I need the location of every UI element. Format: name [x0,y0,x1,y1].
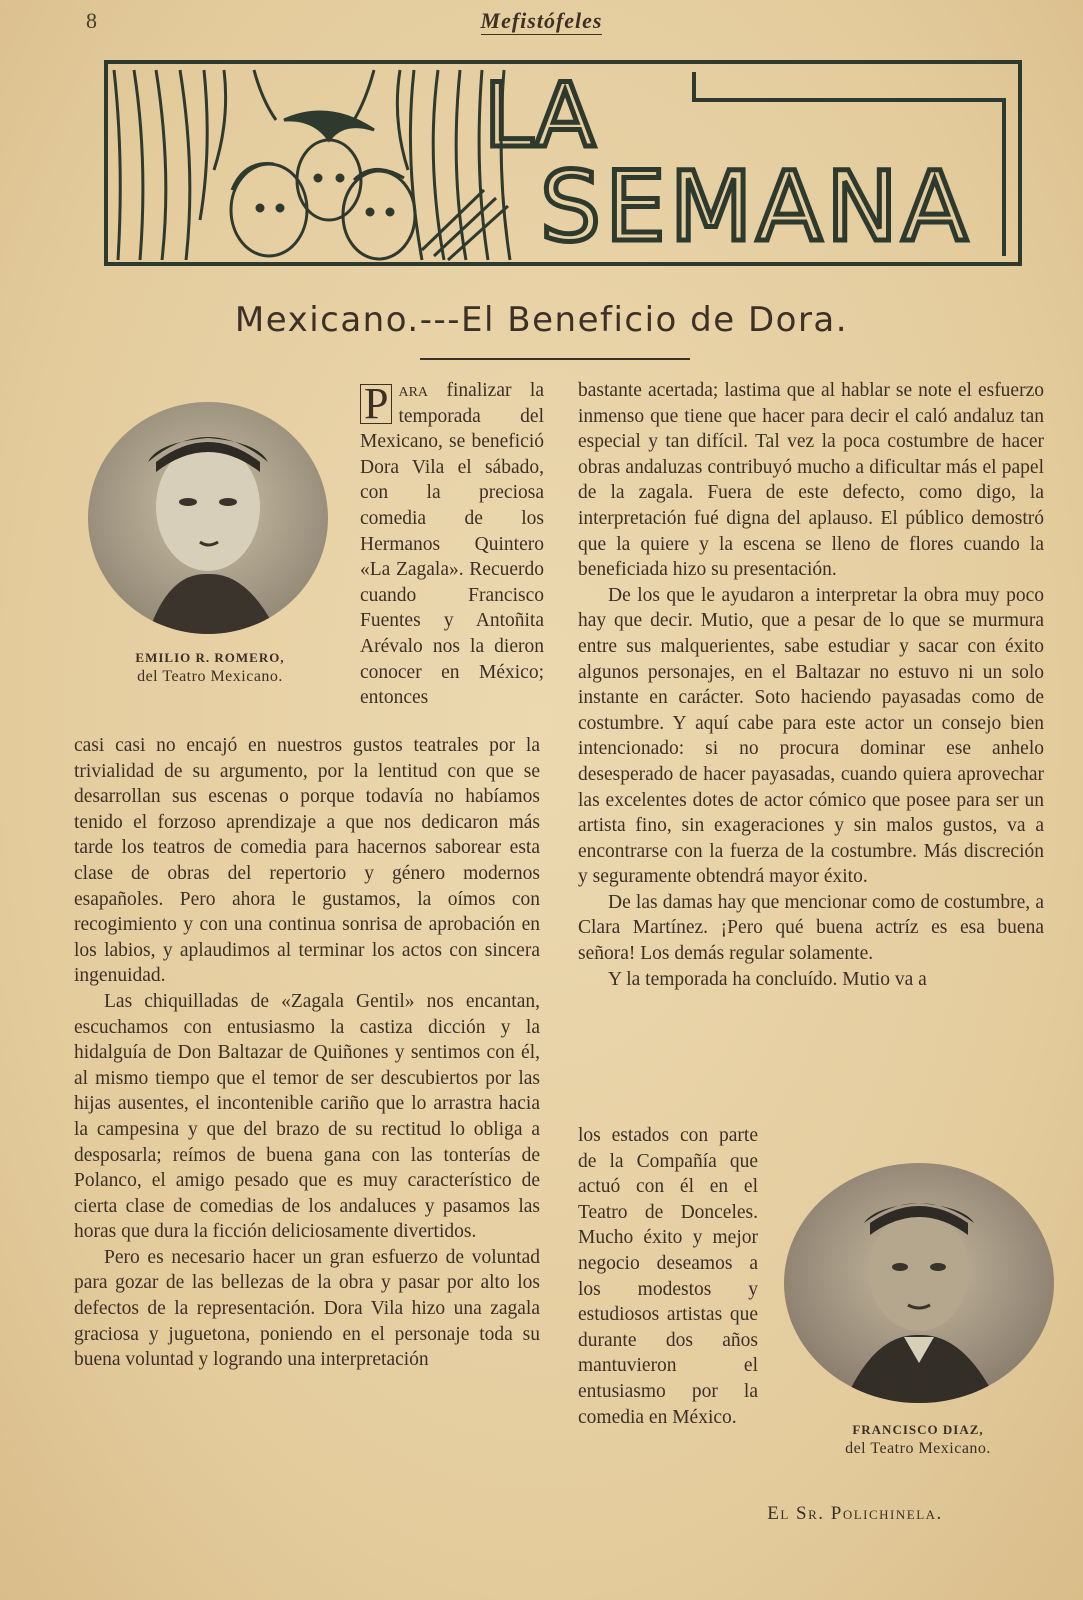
banner-title-top: LA [484,64,596,167]
publication-name: Mefistófeles [480,8,603,33]
portrait-caption [80,648,340,686]
article-left-column [74,733,540,1373]
caption-role: del Teatro Mexicano. [845,1440,991,1457]
title-divider [420,358,690,360]
caption-role: del Teatro Mexicano. [137,668,283,685]
portrait-photo [88,402,328,634]
portrait-francisco-diaz [784,1163,1054,1403]
publication-title [0,8,1083,34]
intro-smallcaps: ara [398,380,429,401]
drop-cap: P [360,384,392,424]
paragraph: casi casi no encajó en nuestros gustos teatrales por la trivialidad de su argumento, por la lentitud con que se desarrollan sus escenas o porque todavía no habíamos tenido el forzoso aprendizaje a que nos dedicaron más tarde los teatros de comedia para hacernos saborear esta clase de obras del repertorio y género modernos esapañoles. Pero ahora le gustamos, la oímos con recogimiento y con una continua sonrisa de aprobación en los labios, y aplaudimos al terminar los actos con sincera ingenuidad. [74,735,540,987]
paragraph: Las chiquilladas de «Zagala Gentil» nos encantan, escuchamos con entusiasmo la castiza dicción y la hidalguía de Don Baltazar de Quiñones y sentimos con él, al mismo tiempo que el temor de ser descubiertos por las hijas ausentes, el incontenible cariño que lo arrastra hacia la campesina y que del brazo de su rectitud lo obliga a desposarla; reímos de buena gana con las tonterías de Polanco, el amigo pesado que es muy característico de cierta clase de comedias de los andaluces y pasamos las horas que dura la ficción deliciosamente divertidos. [74,990,540,1243]
section-banner [104,60,1022,266]
portrait-emilio-romero [88,402,328,634]
article-right-column [578,378,1044,992]
caption-name: EMILIO R. ROMERO, [135,650,285,665]
article-closing-column [578,1123,758,1430]
paragraph: Y la temporada ha concluído. Mutio va a [608,968,927,990]
paragraph: los estados con parte de la Compañía que actuó con él en el Teatro de Donceles. Mucho éxito y mejor negocio deseamos a los modestos y estudiosos artistas que durante dos años mantuvieron el entusiasmo por la comedia en México. [578,1125,758,1428]
caption-name: FRANCISCO DIAZ, [852,1422,984,1437]
portrait-photo [784,1163,1054,1403]
article-intro-column [360,378,544,711]
article-signature: El Sr. Polichinela. [767,1503,943,1524]
paragraph: De las damas hay que mencionar como de costumbre, a Clara Martínez. ¡Pero qué buena actríz es esa buena señora! Los demás regular solamente. [578,891,1044,965]
curtain-illustration [114,70,510,260]
banner-illustration [104,60,1022,266]
banner-title-bottom: SEMANA [540,151,972,263]
portrait-caption [778,1420,1058,1458]
article-title: Mexicano.---El Beneficio de Dora. [234,300,849,340]
intro-text: finalizar la temporada del Mexicano, se benefició Dora Vila el sábado, con la preciosa comedia de los Hermanos Quintero «La Zagala». Recuerdo cuando Francisco Fuentes y Antoñita Arévalo nos la dieron conocer en México; entonces [360,380,544,709]
paragraph: De los que le ayudaron a interpretar la obra muy poco hay que decir. Mutio, que a pesar de lo que se murmura entre sus malquerientes, sabe estudiar y sacar con éxito algunos personajes, en el Baltazar no estuvo ni un solo instante en carácter. Soto haciendo payasadas como de costumbre. Y aquí cabe para este actor un consejo bien intencionado: si no procura dominar ese anhelo desesperado de hacer payasadas, cuando quiera aprovechar las excelentes dotes de actor cómico que posee para ser un artista fino, sin exageraciones y sin malos gustos, va a encontrarse con la fuerza de la costumbre. Más discreción y seguramente obtendrá mayor éxito. [578,584,1044,888]
page-number: 8 [86,8,97,33]
faces-illustration [231,112,508,260]
paragraph: Pero es necesario hacer un gran esfuerzo de voluntad para gozar de las bellezas de la obra y pasar por alto los defectos de la representación. Dora Vila hizo una zagala graciosa y juguetona, poniendo en el personaje toda su buena voluntad y logrando una interpretación [74,1246,540,1371]
paragraph: bastante acertada; lastima que al hablar se note el esfuerzo inmenso que tiene que hacer para decir el caló andaluz tan especial y tan difícil. Tal vez la poca costumbre de hacer obras andaluzas contribuyó mucho a dificultar más el papel de la zagala. Fuera de este defecto, como digo, la interpretación fué digna del aplauso. El público demostró que la quiere y la escena se lleno de flores cuando la beneficiada hizo su presentación. [578,380,1044,581]
